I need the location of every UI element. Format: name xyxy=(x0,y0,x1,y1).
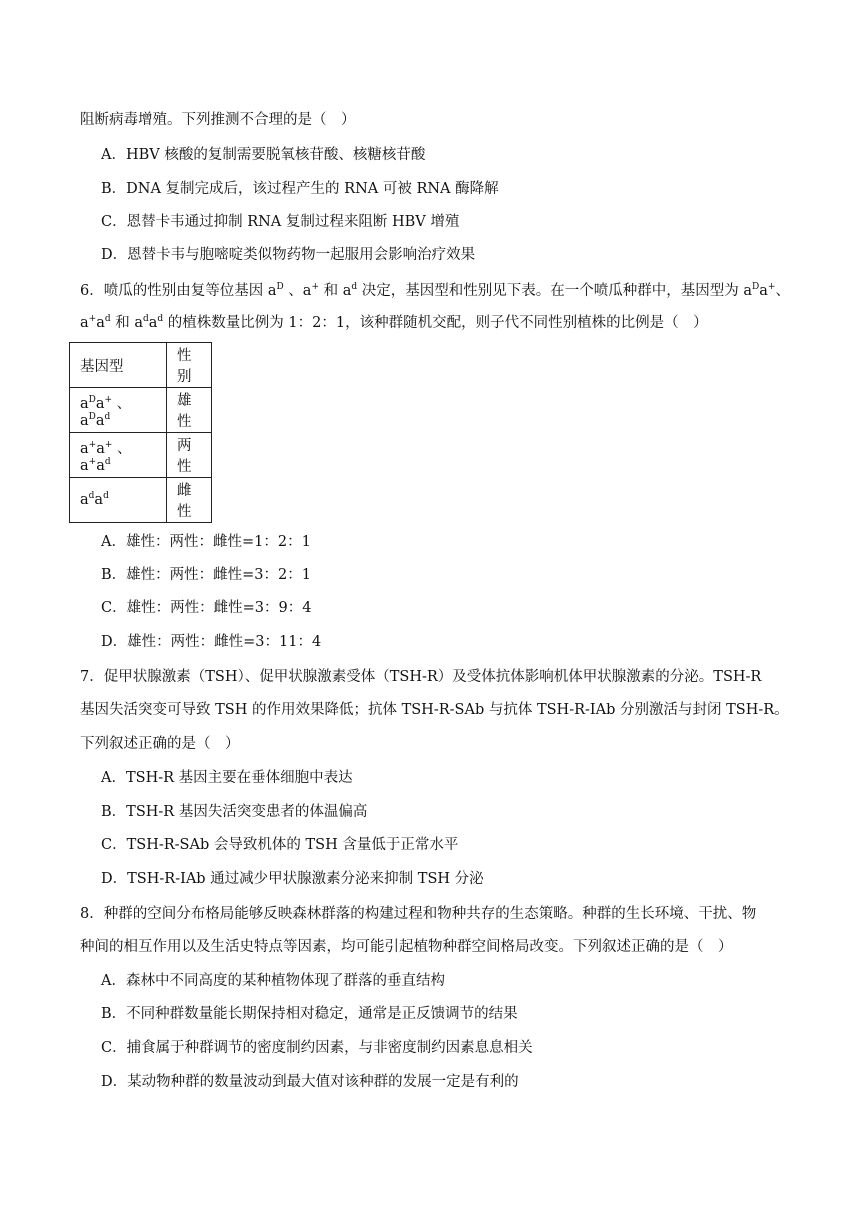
q7-stem-line-2: 基因失活突变可导致 TSH 的作用效果降低；抗体 TSH-R-SAb 与抗体 TSH-R-IAb 分别激活与封闭 TSH-R。 xyxy=(80,702,789,718)
q8-stem-line-2: 种间的相互作用以及生活史特点等因素，均可能引起植物种群空间格局改变。下列叙述正确的是（ ） xyxy=(80,939,733,955)
q8-option-c: C．捕食属于种群调节的密度制约因素，与非密度制约因素息息相关 xyxy=(101,1040,533,1056)
genotype-cell: a+a+ 、 $a^+a^d$ xyxy=(70,433,167,478)
q5-option-c: C．恩替卡韦通过抑制 RNA 复制过程来阻断 HBV 增殖 xyxy=(101,214,460,230)
q7-option-a: A．TSH-R 基因主要在垂体细胞中表达 xyxy=(101,770,353,786)
q8-option-d: D．某动物种群的数量波动到最大值对该种群的发展一定是有利的 xyxy=(101,1074,519,1090)
q6-stem-line-1: 6．喷瓜的性别由复等位基因 $a^D$ 、a+ 和 $a^d$ 决定，基因型和性别见下表。在一个喷瓜种群中，基因型为 $a^Da^+$、 xyxy=(80,282,790,299)
q7-option-c: C．TSH-R-SAb 会导致机体的 TSH 含量低于正常水平 xyxy=(101,837,459,853)
genotype-cell: $a^Da^+$ 、 $a^Da^d$ xyxy=(70,388,167,433)
table-row xyxy=(70,433,212,478)
q5-stem-tail: 阻断病毒增殖。下列推测不合理的是（ ） xyxy=(80,112,356,128)
q8-option-a: A．森林中不同高度的某种植物体现了群落的垂直结构 xyxy=(101,973,445,989)
q6-stem-line-2: $a^+a^d$ 和 $a^da^d$ 的植株数量比例为 1：2：1，该种群随机交配，则子代不同性别植株的比例是（ ） xyxy=(80,314,708,331)
q8-stem-line-1: 8．种群的空间分布格局能够反映森林群落的构建过程和物种共存的生态策略。种群的生长环境、干扰、物 xyxy=(80,906,757,922)
sex-cell: 两性 xyxy=(167,433,212,478)
header-sex: 性别 xyxy=(167,343,212,388)
q7-stem-line-1: 7．促甲状腺激素（TSH）、促甲状腺激素受体（TSH-R）及受体抗体影响机体甲状腺激素的分泌。TSH-R xyxy=(80,669,762,685)
q6-option-b: B．雄性：两性：雌性=3：2：1 xyxy=(101,567,311,583)
sex-cell: 雌性 xyxy=(167,478,212,523)
genotype-sex-table xyxy=(69,342,212,523)
sex-cell: 雄性 xyxy=(167,388,212,433)
table-row xyxy=(70,388,212,433)
q5-option-b: B．DNA 复制完成后，该过程产生的 RNA 可被 RNA 酶降解 xyxy=(101,181,499,197)
q5-option-a: A．HBV 核酸的复制需要脱氧核苷酸、核糖核苷酸 xyxy=(101,147,426,163)
q6-option-c: C．雄性：两性：雌性=3：9：4 xyxy=(101,600,312,616)
genotype-cell: $a^da^d$ xyxy=(70,478,167,523)
q7-stem-line-3: 下列叙述正确的是（ ） xyxy=(80,736,240,752)
header-genotype: 基因型 xyxy=(70,343,167,388)
q7-option-d: D．TSH-R-IAb 通过减少甲状腺激素分泌来抑制 TSH 分泌 xyxy=(101,871,484,887)
q5-option-d: D．恩替卡韦与胞嘧啶类似物药物一起服用会影响治疗效果 xyxy=(101,247,476,263)
q6-option-a: A．雄性：两性：雌性=1：2：1 xyxy=(101,534,311,550)
table-header-row xyxy=(70,343,212,388)
q7-option-b: B．TSH-R 基因失活突变患者的体温偏高 xyxy=(101,804,368,820)
q6-option-d: D．雄性：两性：雌性=3：11：4 xyxy=(101,634,322,650)
q8-option-b: B．不同种群数量能长期保持相对稳定，通常是正反馈调节的结果 xyxy=(101,1006,518,1022)
table-row xyxy=(70,478,212,523)
